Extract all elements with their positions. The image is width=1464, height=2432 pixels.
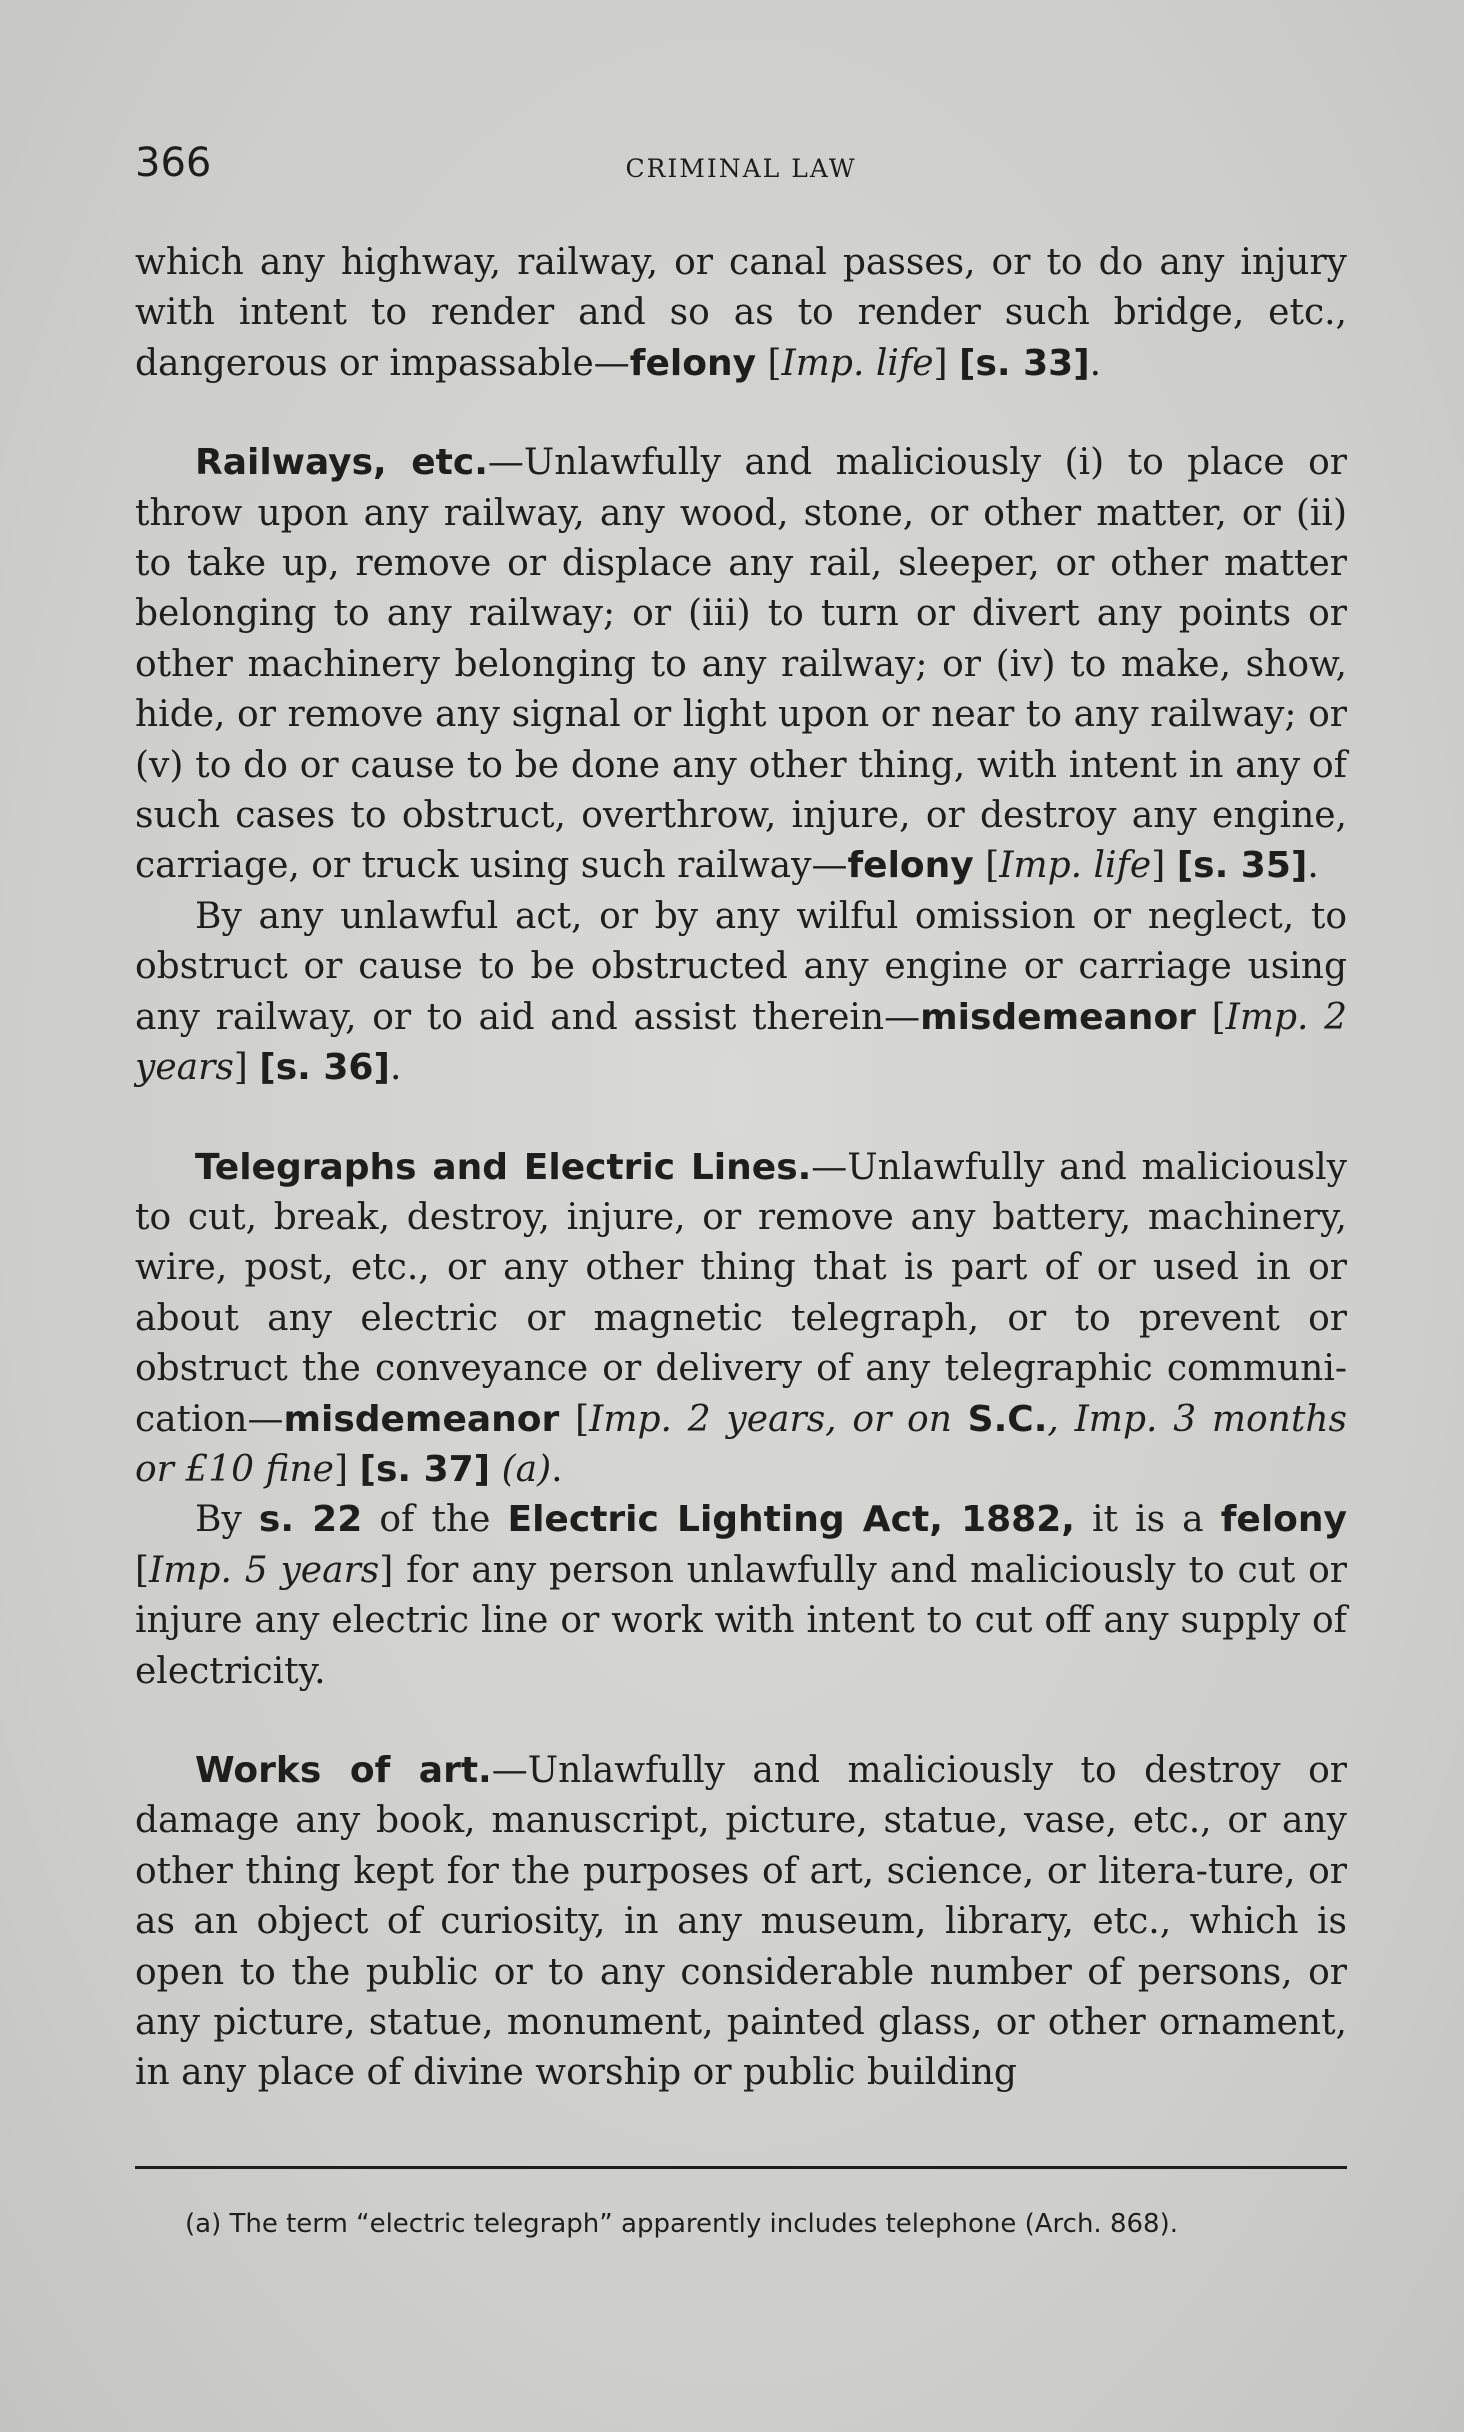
section-ref: [s. 36] (259, 1047, 390, 1089)
paragraph-obstruct-engine (135, 892, 1347, 1094)
offence-label: felony (629, 342, 757, 384)
paragraph-text: By (195, 1499, 259, 1541)
paragraph-text: for any person unlawfully and maliciously to cut or injure any electric line or work with intent to cut off any supply of electricity. (135, 1549, 1347, 1692)
offence-label: felony (847, 845, 974, 887)
body-text (135, 238, 1347, 2099)
punctuation: . (551, 1448, 563, 1490)
section-ref: [s. 35] (1176, 845, 1308, 887)
bracket: [ (767, 342, 782, 384)
penalty: Imp. 2 years, or on (589, 1398, 968, 1440)
section-ref: [s. 33] (959, 342, 1090, 384)
bracket: [ (985, 845, 1000, 887)
penalty: Imp. 2 years (135, 996, 1348, 1089)
bracket: [ (575, 1398, 590, 1440)
bracket: ] (333, 1448, 349, 1490)
bracket: ] (233, 1047, 248, 1089)
section-ref: [s. 37] (359, 1448, 491, 1490)
bracket: ] (1151, 845, 1166, 887)
paragraph-telegraphs (135, 1143, 1347, 1496)
paragraph-bridges-continued (135, 238, 1347, 389)
act-title: Electric Lighting Act, 1882, (507, 1499, 1075, 1541)
footnote: (a) The term “electric telegraph” apparently includes telephone (Arch. 868). (185, 2209, 1178, 2239)
footnote-ref: (a) (501, 1448, 552, 1490)
section-ref: s. 22 (258, 1499, 363, 1541)
paragraph-text: —Unlawfully and maliciously to cut, break, destroy, injure, or remove any battery, machinery, wire, post, etc., or any other thing that is part of or used in or about any electric or magnetic telegraph, or to prevent or obstruct the conveyance or delivery of any telegraphic communi-cation— (135, 1146, 1347, 1440)
punctuation: . (1307, 845, 1319, 887)
paragraph-text: —Unlawfully and maliciously to destroy or damage any book, manuscript, picture, statue, vase, etc., or any other thing kept for the purposes of art, science, or litera-ture, or as an object of curiosity, in any museum, library, etc., which is open to the public or to any considerable number of persons, or any picture, statue, monument, painted glass, or other ornament, in any place of divine worship or public building (135, 1749, 1347, 2094)
bracket: [ (1211, 996, 1226, 1038)
section-heading-telegraphs: Telegraphs and Electric Lines. (195, 1146, 812, 1188)
offence-label: felony (1220, 1499, 1347, 1541)
section-heading-railways: Railways, etc. (195, 442, 488, 484)
paragraph-text: it is a (1074, 1499, 1221, 1541)
offence-label: misdemeanor (920, 996, 1196, 1038)
penalty: , Imp. 3 months or £10 fine (135, 1398, 1347, 1490)
penalty: Imp. life (781, 342, 934, 384)
paragraph-works-of-art (135, 1746, 1347, 2099)
penalty: Imp. 5 years (149, 1549, 380, 1591)
paragraph-text: of the (362, 1499, 508, 1541)
punctuation: . (389, 1047, 402, 1089)
paragraph-text: which any highway, railway, or canal passes, or to do any injury with intent to render and so as to render such bridge, etc., dangerous or impassable— (135, 242, 1347, 384)
bracket: ] (379, 1549, 394, 1591)
paragraph-text: By any unlawful act, or by any wilful omission or neglect, to obstruct or cause to be obstructed any engine or carriage using any railway, or to aid and assist therein— (135, 895, 1347, 1038)
paragraph-electric-lighting (135, 1495, 1347, 1697)
bracket: ] (933, 342, 948, 384)
footnote-rule (135, 2166, 1347, 2169)
page-number: 366 (135, 140, 212, 186)
section-heading-works-of-art: Works of art. (195, 1749, 492, 1791)
paragraph-text: —Unlawfully and maliciously (i) to place or throw upon any railway, any wood, stone, or other matter, or (ii) to take up, remove or displace any rail, sleeper, or other matter belonging to any railway; or (iii) to turn or divert any points or other machinery belonging to any railway; or (iv) to make, show, hide, or remove any signal or light upon or near to any railway; or (v) to do or cause to be done any other thing, with intent in any of such cases to obstruct, overthrow, injure, or destroy any engine, carriage, or truck using such railway— (135, 442, 1347, 887)
paragraph-railways (135, 438, 1347, 892)
summary-conviction: S.C. (967, 1398, 1048, 1440)
punctuation: . (1089, 342, 1102, 384)
penalty: Imp. life (999, 845, 1152, 887)
running-head: CRIMINAL LAW (625, 154, 857, 183)
page-header (135, 140, 1347, 200)
bracket: [ (135, 1549, 150, 1591)
offence-label: misdemeanor (283, 1398, 560, 1440)
